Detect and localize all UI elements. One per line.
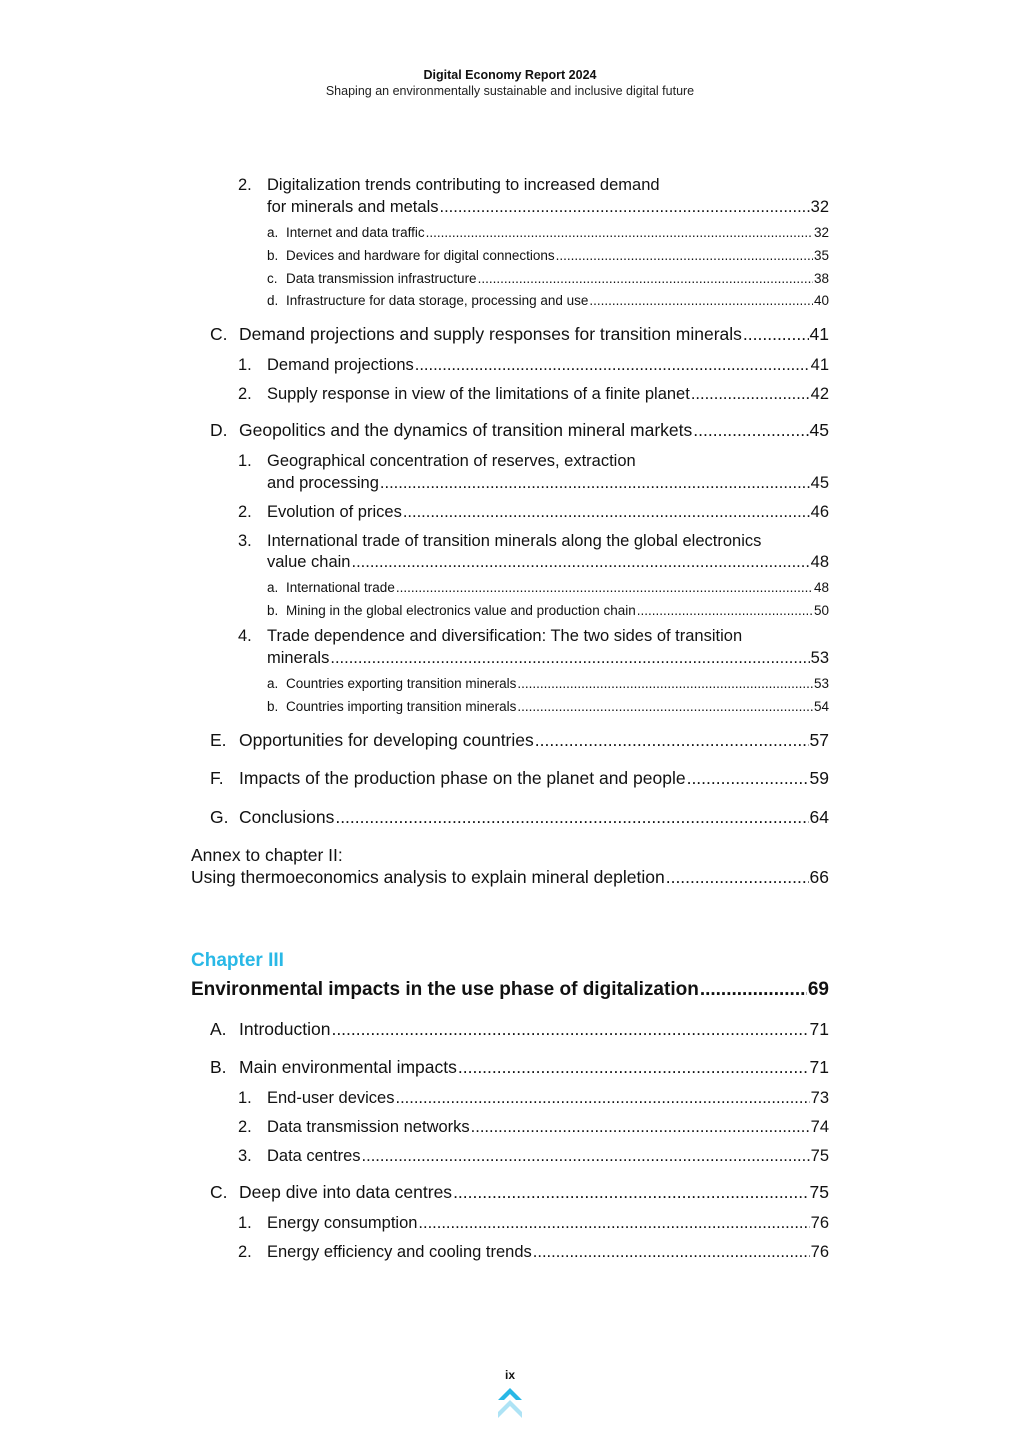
toc-page-number: 48	[810, 553, 829, 571]
chapter-title-entry[interactable]	[191, 979, 829, 1001]
toc-entry[interactable]	[267, 1214, 829, 1233]
toc-page-number: 41	[810, 356, 829, 374]
toc-entry[interactable]	[267, 1243, 829, 1262]
leader-dots	[330, 649, 809, 668]
toc-entry-text: Energy consumption	[267, 1214, 418, 1232]
toc-section-entry[interactable]	[239, 324, 829, 345]
toc-page-number: 54	[813, 699, 829, 714]
toc-section-letter: D.	[210, 420, 228, 440]
leader-dots	[666, 867, 809, 888]
toc-section-letter: E.	[210, 730, 227, 750]
toc-entry-text: Countries exporting transition minerals	[286, 676, 517, 691]
toc-entry[interactable]	[267, 356, 829, 375]
toc-entry-number: 3.	[238, 532, 252, 550]
toc-page-number: 35	[813, 248, 829, 263]
leader-dots	[415, 356, 810, 375]
toc-entry[interactable]	[286, 248, 829, 263]
toc-section-letter: B.	[210, 1057, 227, 1077]
toc-entry-number: a.	[267, 225, 279, 240]
toc-entry-text: Devices and hardware for digital connections	[286, 248, 555, 263]
toc-entry-text: Internet and data traffic	[286, 225, 425, 240]
toc-section-entry[interactable]	[239, 768, 829, 789]
toc-page-number: 53	[810, 649, 829, 667]
leader-dots	[471, 1118, 810, 1137]
toc-page-number: 45	[809, 420, 829, 440]
toc-entry-text: International trade	[286, 580, 395, 595]
toc-entry-number: 3.	[238, 1147, 252, 1165]
leader-dots	[380, 474, 810, 493]
toc-entry-number: 2.	[238, 385, 252, 403]
leader-dots	[535, 730, 809, 751]
toc-page-number: 75	[810, 1147, 829, 1165]
toc-entry-number: 2.	[238, 1243, 252, 1261]
chapter-label: Chapter III	[191, 950, 284, 971]
annex-heading[interactable]: Annex to chapter II:	[191, 845, 343, 865]
toc-entry-text: Data centres	[267, 1147, 361, 1165]
toc-page-number: 59	[809, 768, 829, 788]
toc-section-entry[interactable]	[239, 807, 829, 828]
toc-entry-number: b.	[267, 603, 279, 618]
leader-dots	[687, 768, 809, 789]
toc-section-entry[interactable]	[239, 1019, 829, 1040]
leader-dots	[351, 553, 809, 572]
toc-page-number: 73	[810, 1089, 829, 1107]
toc-entry-text: Supply response in view of the limitations of a finite planet	[267, 385, 690, 403]
double-chevron-up-icon[interactable]	[498, 1388, 522, 1418]
toc-entry-text: Geopolitics and the dynamics of transition mineral markets	[239, 420, 693, 440]
toc-section-letter: C.	[210, 1182, 228, 1202]
toc-page-number: 45	[810, 474, 829, 492]
toc-entry[interactable]	[267, 553, 829, 572]
leader-dots	[700, 979, 807, 1001]
toc-entry[interactable]	[286, 293, 829, 308]
toc-entry-text: for minerals and metals	[267, 198, 439, 216]
toc-entry-text: Using thermoeconomics analysis to explain mineral depletion	[191, 867, 665, 887]
toc-entry-line1[interactable]: Trade dependence and diversification: The two sides of transition	[267, 627, 743, 645]
toc-page-number: 48	[813, 580, 829, 595]
toc-page-number: 32	[810, 198, 829, 216]
toc-page-number: 42	[810, 385, 829, 403]
toc-entry-line1[interactable]: Digitalization trends contributing to increased demand	[267, 176, 660, 194]
report-subtitle: Shaping an environmentally sustainable and inclusive digital future	[325, 84, 695, 98]
toc-entry-text: Countries importing transition minerals	[286, 699, 517, 714]
toc-entry[interactable]	[286, 225, 829, 240]
toc-entry-text: Energy efficiency and cooling trends	[267, 1243, 532, 1261]
toc-section-entry[interactable]	[239, 1057, 829, 1078]
toc-entry-text: Introduction	[239, 1019, 331, 1039]
toc-entry-text: Main environmental impacts	[239, 1057, 457, 1077]
toc-entry-number: 1.	[238, 356, 252, 374]
toc-page-number: 46	[810, 503, 829, 521]
toc-page-number: 71	[809, 1019, 829, 1039]
toc-entry[interactable]	[267, 1089, 829, 1108]
toc-page-number: 32	[813, 225, 829, 240]
toc-entry-text: value chain	[267, 553, 351, 571]
toc-entry-text: Demand projections	[267, 356, 414, 374]
toc-entry[interactable]	[286, 676, 829, 691]
toc-entry-text: Conclusions	[239, 807, 335, 827]
toc-entry[interactable]	[267, 474, 829, 493]
toc-page-number: 41	[809, 324, 829, 344]
toc-entry-text: Opportunities for developing countries	[239, 730, 534, 750]
toc-entry-number: c.	[267, 271, 278, 286]
page-header	[0, 67, 1020, 99]
leader-dots	[440, 198, 810, 217]
toc-entry-text: End-user devices	[267, 1089, 395, 1107]
toc-entry-text: Deep dive into data centres	[239, 1182, 453, 1202]
leader-dots	[458, 1057, 809, 1078]
toc-entry-number: d.	[267, 293, 279, 308]
toc-entry-text: Data transmission networks	[267, 1118, 470, 1136]
toc-entry[interactable]	[267, 1147, 829, 1166]
toc-entry-number: 1.	[238, 452, 252, 470]
toc-section-entry[interactable]	[239, 1182, 829, 1203]
toc-entry-text: Mining in the global electronics value and production chain	[286, 603, 636, 618]
page-number: ix	[504, 1368, 515, 1382]
leader-dots	[331, 1019, 808, 1040]
toc-page-number: 74	[810, 1118, 829, 1136]
toc-entry[interactable]	[267, 649, 829, 668]
toc-entry-text: minerals	[267, 649, 330, 667]
toc-page-number: 57	[809, 730, 829, 750]
toc-entry[interactable]	[267, 198, 829, 217]
toc-entry-text: Demand projections and supply responses for transition minerals	[239, 324, 742, 344]
toc-page-number: 75	[809, 1182, 829, 1202]
toc-page-number: 53	[813, 676, 829, 691]
toc-entry[interactable]	[286, 699, 829, 714]
leader-dots	[517, 699, 813, 714]
toc-page-number: 38	[813, 271, 829, 286]
toc-entry-number: 4.	[238, 627, 252, 645]
toc-entry-number: 2.	[238, 176, 252, 194]
toc-entry-line1[interactable]: Geographical concentration of reserves, extraction	[267, 452, 636, 470]
toc-entry-number: 1.	[238, 1214, 252, 1232]
toc-page-number: 76	[810, 1214, 829, 1232]
leader-dots	[362, 1147, 810, 1166]
leader-dots	[395, 1089, 809, 1108]
toc-section-entry[interactable]	[239, 730, 829, 751]
toc-section-entry[interactable]	[239, 420, 829, 441]
toc-page-number: 64	[809, 807, 829, 827]
toc-entry-text: Infrastructure for data storage, processing and use	[286, 293, 589, 308]
toc-entry-number: b.	[267, 699, 279, 714]
toc-page-number: 69	[807, 979, 829, 1000]
toc-entry-number: 1.	[238, 1089, 252, 1107]
toc-entry-text: Data transmission infrastructure	[286, 271, 477, 286]
toc-entry[interactable]	[286, 580, 829, 595]
leader-dots	[637, 603, 813, 618]
toc-page-number: 66	[809, 867, 829, 887]
leader-dots	[589, 293, 813, 308]
toc-entry[interactable]	[267, 503, 829, 522]
leader-dots	[517, 676, 813, 691]
toc-entry[interactable]	[286, 603, 829, 618]
toc-page-number: 71	[809, 1057, 829, 1077]
toc-section-letter: C.	[210, 324, 228, 344]
leader-dots	[693, 420, 808, 441]
toc-entry-number: b.	[267, 248, 279, 263]
toc-entry[interactable]	[267, 1118, 829, 1137]
chapter-title: Environmental impacts in the use phase of digitalization	[191, 979, 699, 1000]
toc-entry-text: Impacts of the production phase on the planet and people	[239, 768, 686, 788]
toc-page-number: 40	[813, 293, 829, 308]
report-title: Digital Economy Report 2024	[423, 68, 597, 82]
leader-dots	[418, 1214, 809, 1233]
toc-entry-text: Evolution of prices	[267, 503, 402, 521]
leader-dots	[426, 225, 813, 240]
toc-entry-text: and processing	[267, 474, 379, 492]
toc-entry[interactable]	[286, 271, 829, 286]
toc-page-number: 50	[813, 603, 829, 618]
toc-entry-line1[interactable]: International trade of transition minerals along the global electronics	[267, 532, 762, 550]
leader-dots	[403, 503, 810, 522]
leader-dots	[335, 807, 808, 828]
toc-entry[interactable]	[267, 385, 829, 404]
toc-entry-number: 2.	[238, 1118, 252, 1136]
annex-entry[interactable]	[191, 867, 829, 888]
toc-section-letter: G.	[210, 807, 229, 827]
leader-dots	[396, 580, 813, 595]
leader-dots	[691, 385, 810, 404]
toc-entry-number: a.	[267, 676, 279, 691]
toc-entry-number: a.	[267, 580, 279, 595]
leader-dots	[556, 248, 813, 263]
toc-entry-number: 2.	[238, 503, 252, 521]
toc-page-number: 76	[810, 1243, 829, 1261]
leader-dots	[743, 324, 809, 345]
toc-section-letter: F.	[210, 768, 224, 788]
leader-dots	[533, 1243, 810, 1262]
leader-dots	[453, 1182, 808, 1203]
toc-section-letter: A.	[210, 1019, 227, 1039]
leader-dots	[478, 271, 813, 286]
